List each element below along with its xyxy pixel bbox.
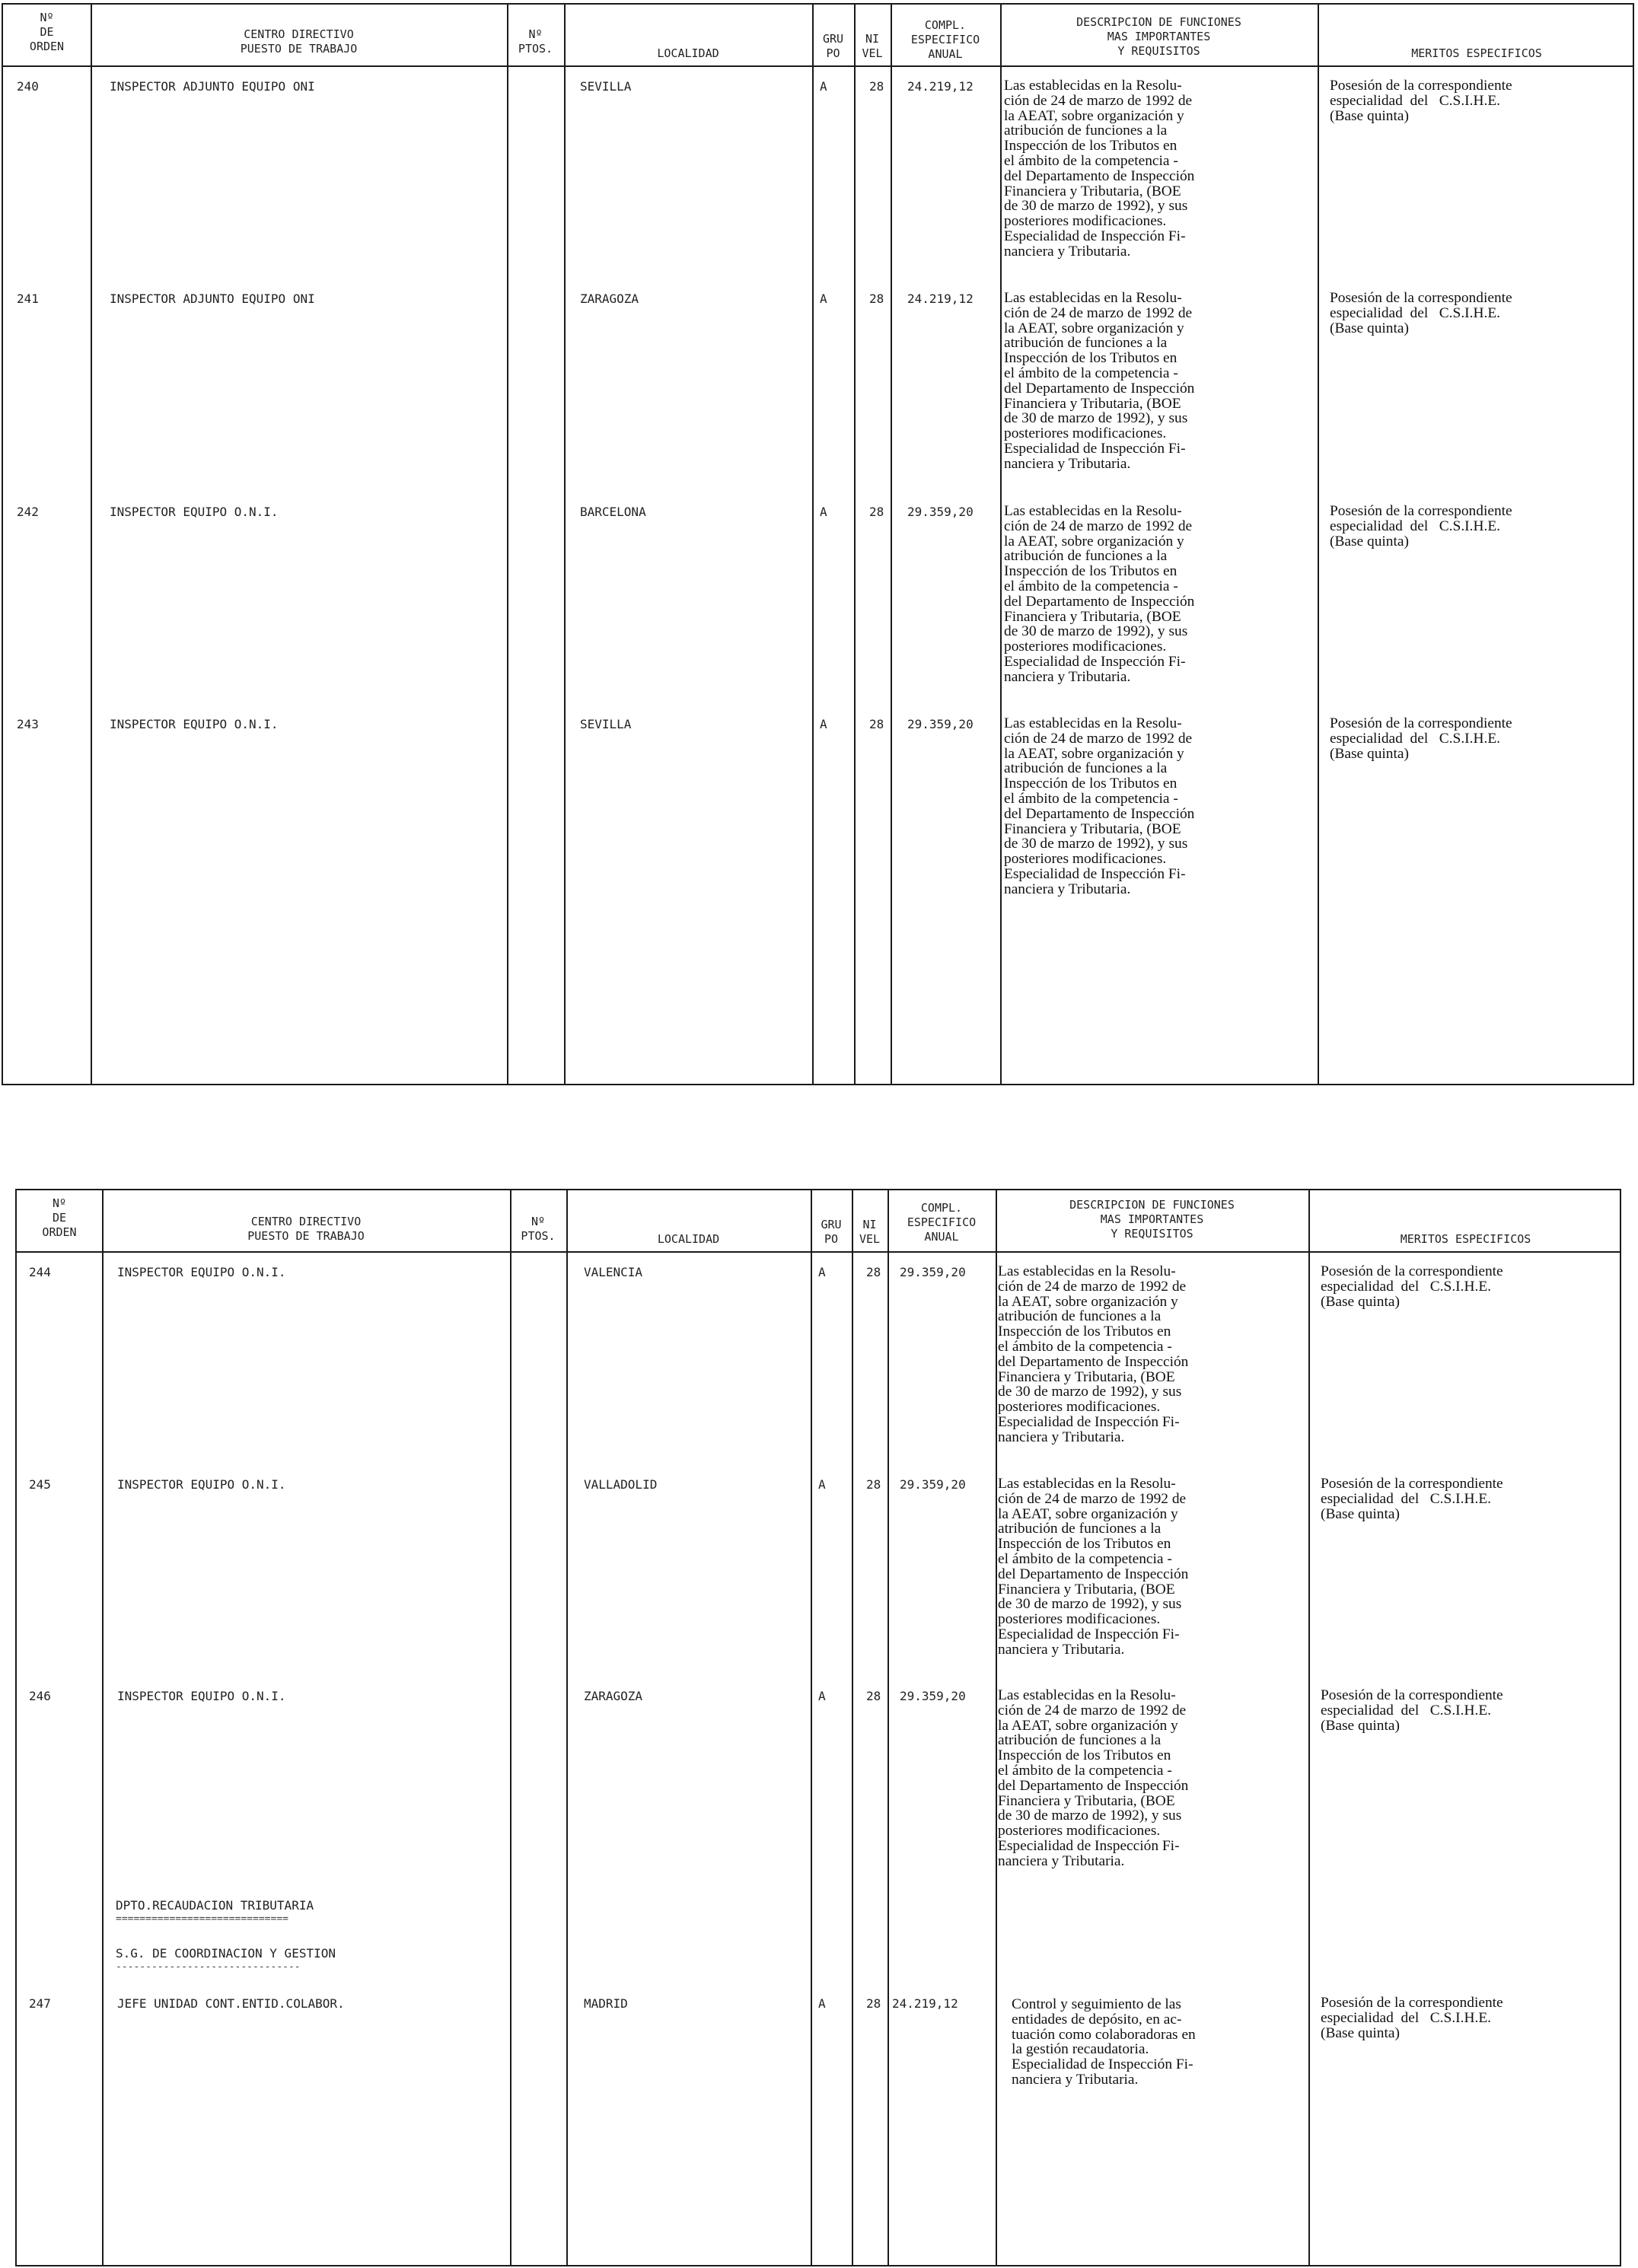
row-puesto: INSPECTOR EQUIPO O.N.I. [117, 1689, 286, 1703]
subdir-underline: ------------------------------- [116, 1961, 301, 1973]
row-orden: 246 [29, 1689, 51, 1703]
header-ptos: Nº PTOS. [521, 1215, 556, 1243]
row-puesto: INSPECTOR EQUIPO O.N.I. [117, 1265, 286, 1279]
row-descripcion: Las establecidas en la Resolu- ción de 24 de marzo de 1992 de la AEAT, sobre organización y atribución de funciones a la Inspección de los Tributos en el ámbito de la competencia - del Departamento de Inspección Financiera y Tributaria, (BOE de 30 de marzo de 1992), y sus posteriores modificaciones. Especialidad de Inspección Fi- nanciera y Tributaria. [998, 1476, 1189, 1658]
row-localidad: ZARAGOZA [580, 291, 639, 306]
row-puesto: INSPECTOR ADJUNTO EQUIPO ONI [110, 79, 315, 94]
table-1 [2, 3, 1634, 1085]
row-compl: 24.219,12 [907, 79, 974, 94]
row-puesto: INSPECTOR EQUIPO O.N.I. [117, 1477, 286, 1492]
col-divider [854, 5, 856, 1084]
row-orden: 245 [29, 1477, 51, 1492]
header-nivel: NI VEL [859, 1218, 881, 1246]
row-orden: 243 [17, 717, 39, 731]
col-divider [891, 5, 892, 1084]
row-compl: 24.219,12 [907, 291, 974, 306]
row-nivel: 28 [866, 1477, 881, 1492]
row-descripcion: Las establecidas en la Resolu- ción de 24 de marzo de 1992 de la AEAT, sobre organización y atribución de funciones a la Inspección de los Tributos en el ámbito de la competencia - del Departamento de Inspección Financiera y Tributaria, (BOE de 30 de marzo de 1992), y sus posteriores modificaciones. Especialidad de Inspección Fi- nanciera y Tributaria. [998, 1263, 1189, 1445]
row-grupo: A [818, 1265, 826, 1279]
col-divider [510, 1190, 511, 2265]
row-meritos: Posesión de la correspondiente especialidad del C.S.I.H.E. (Base quinta) [1321, 1687, 1503, 1734]
row-meritos: Posesión de la correspondiente especialidad del C.S.I.H.E. (Base quinta) [1330, 78, 1512, 124]
header-meritos: MERITOS ESPECIFICOS [1411, 46, 1542, 60]
dept-underline: ============================= [116, 1913, 288, 1925]
row-descripcion: Las establecidas en la Resolu- ción de 24 de marzo de 1992 de la AEAT, sobre organización y atribución de funciones a la Inspección de los Tributos en el ámbito de la competencia - del Departamento de Inspección Financiera y Tributaria, (BOE de 30 de marzo de 1992), y sus posteriores modificaciones. Especialidad de Inspección Fi- nanciera y Tributaria. [1004, 290, 1195, 472]
col-divider [91, 5, 92, 1084]
row-grupo: A [820, 291, 827, 306]
row-puesto: JEFE UNIDAD CONT.ENTID.COLABOR. [117, 1996, 345, 2011]
row-meritos: Posesión de la correspondiente especialidad del C.S.I.H.E. (Base quinta) [1330, 715, 1512, 762]
header-localidad: LOCALIDAD [657, 1232, 720, 1246]
row-localidad: SEVILLA [580, 717, 632, 731]
row-localidad: VALENCIA [584, 1265, 643, 1279]
col-divider [996, 1190, 997, 2265]
row-compl: 29.359,20 [907, 505, 974, 519]
row-compl: 29.359,20 [900, 1689, 966, 1703]
row-nivel: 28 [869, 291, 884, 306]
row-grupo: A [820, 79, 827, 94]
row-puesto: INSPECTOR EQUIPO O.N.I. [110, 505, 279, 519]
col-divider [1000, 5, 1002, 1084]
row-meritos: Posesión de la correspondiente especialidad del C.S.I.H.E. (Base quinta) [1330, 290, 1512, 336]
col-divider [1318, 5, 1319, 1084]
dept-heading: DPTO.RECAUDACION TRIBUTARIA [116, 1898, 314, 1913]
row-localidad: VALLADOLID [584, 1477, 658, 1492]
row-puesto: INSPECTOR ADJUNTO EQUIPO ONI [110, 291, 315, 306]
row-meritos: Posesión de la correspondiente especialidad del C.S.I.H.E. (Base quinta) [1321, 1263, 1503, 1310]
row-grupo: A [820, 717, 827, 731]
header-centro-puesto: CENTRO DIRECTIVO PUESTO DE TRABAJO [240, 27, 358, 56]
row-grupo: A [818, 1477, 826, 1492]
row-grupo: A [820, 505, 827, 519]
row-compl: 29.359,20 [907, 717, 974, 731]
header-centro-puesto: CENTRO DIRECTIVO PUESTO DE TRABAJO [247, 1215, 365, 1243]
row-orden: 244 [29, 1265, 51, 1279]
header-divider [3, 65, 1633, 67]
row-orden: 241 [17, 291, 39, 306]
subdir-heading: S.G. DE COORDINACION Y GESTION [116, 1946, 336, 1961]
col-divider [507, 5, 508, 1084]
row-compl: 24.219,12 [892, 1996, 958, 2011]
row-nivel: 28 [866, 1265, 881, 1279]
col-divider [812, 5, 814, 1084]
header-grupo: GRU PO [822, 32, 844, 60]
row-descripcion: Las establecidas en la Resolu- ción de 24 de marzo de 1992 de la AEAT, sobre organización y atribución de funciones a la Inspección de los Tributos en el ámbito de la competencia - del Departamento de Inspección Financiera y Tributaria, (BOE de 30 de marzo de 1992), y sus posteriores modificaciones. Especialidad de Inspección Fi- nanciera y Tributaria. [1004, 78, 1195, 260]
row-nivel: 28 [866, 1996, 881, 2011]
col-divider [1308, 1190, 1310, 2265]
row-nivel: 28 [866, 1689, 881, 1703]
row-puesto: INSPECTOR EQUIPO O.N.I. [110, 717, 279, 731]
row-localidad: ZARAGOZA [584, 1689, 643, 1703]
row-orden: 240 [17, 79, 39, 94]
col-divider [811, 1190, 812, 2265]
row-orden: 247 [29, 1996, 51, 2011]
header-divider [17, 1251, 1620, 1253]
row-descripcion: Las establecidas en la Resolu- ción de 24 de marzo de 1992 de la AEAT, sobre organización y atribución de funciones a la Inspección de los Tributos en el ámbito de la competencia - del Departamento de Inspección Financiera y Tributaria, (BOE de 30 de marzo de 1992), y sus posteriores modificaciones. Especialidad de Inspección Fi- nanciera y Tributaria. [1004, 715, 1195, 897]
row-meritos: Posesión de la correspondiente especialidad del C.S.I.H.E. (Base quinta) [1321, 1476, 1503, 1522]
col-divider [566, 1190, 568, 2265]
row-meritos: Posesión de la correspondiente especialidad del C.S.I.H.E. (Base quinta) [1321, 1995, 1503, 2041]
header-descripcion: DESCRIPCION DE FUNCIONES MAS IMPORTANTES Y REQUISITOS [1069, 1198, 1235, 1241]
row-nivel: 28 [869, 717, 884, 731]
row-descripcion: Las establecidas en la Resolu- ción de 24 de marzo de 1992 de la AEAT, sobre organización y atribución de funciones a la Inspección de los Tributos en el ámbito de la competencia - del Departamento de Inspección Financiera y Tributaria, (BOE de 30 de marzo de 1992), y sus posteriores modificaciones. Especialidad de Inspección Fi- nanciera y Tributaria. [998, 1687, 1189, 1869]
header-descripcion: DESCRIPCION DE FUNCIONES MAS IMPORTANTES Y REQUISITOS [1076, 15, 1241, 58]
header-orden: Nº DE ORDEN [42, 1196, 77, 1239]
row-orden: 242 [17, 505, 39, 519]
header-meritos: MERITOS ESPECIFICOS [1400, 1232, 1531, 1246]
row-nivel: 28 [869, 79, 884, 94]
header-grupo: GRU PO [821, 1218, 842, 1246]
col-divider [102, 1190, 104, 2265]
row-localidad: MADRID [584, 1996, 628, 2011]
row-localidad: SEVILLA [580, 79, 632, 94]
row-nivel: 28 [869, 505, 884, 519]
header-nivel: NI VEL [862, 32, 883, 60]
col-divider [852, 1190, 853, 2265]
header-compl: COMPL. ESPECIFICO ANUAL [907, 1201, 977, 1244]
header-compl: COMPL. ESPECIFICO ANUAL [910, 18, 980, 61]
row-descripcion: Control y seguimiento de las entidades de depósito, en ac- tuación como colaboradoras en la gestión recaudatoria. Especialidad de Inspección Fi- nanciera y Tributaria. [1012, 1996, 1196, 2088]
table-2 [15, 1189, 1621, 2266]
row-descripcion: Las establecidas en la Resolu- ción de 24 de marzo de 1992 de la AEAT, sobre organización y atribución de funciones a la Inspección de los Tributos en el ámbito de la competencia - del Departamento de Inspección Financiera y Tributaria, (BOE de 30 de marzo de 1992), y sus posteriores modificaciones. Especialidad de Inspección Fi- nanciera y Tributaria. [1004, 503, 1195, 685]
row-meritos: Posesión de la correspondiente especialidad del C.S.I.H.E. (Base quinta) [1330, 503, 1512, 549]
col-divider [564, 5, 566, 1084]
header-localidad: LOCALIDAD [657, 46, 719, 60]
col-divider [888, 1190, 889, 2265]
row-localidad: BARCELONA [580, 505, 646, 519]
header-ptos: Nº PTOS. [518, 27, 553, 56]
row-compl: 29.359,20 [900, 1477, 966, 1492]
header-orden: Nº DE ORDEN [29, 11, 65, 53]
row-grupo: A [818, 1996, 826, 2011]
row-compl: 29.359,20 [900, 1265, 966, 1279]
row-grupo: A [818, 1689, 826, 1703]
